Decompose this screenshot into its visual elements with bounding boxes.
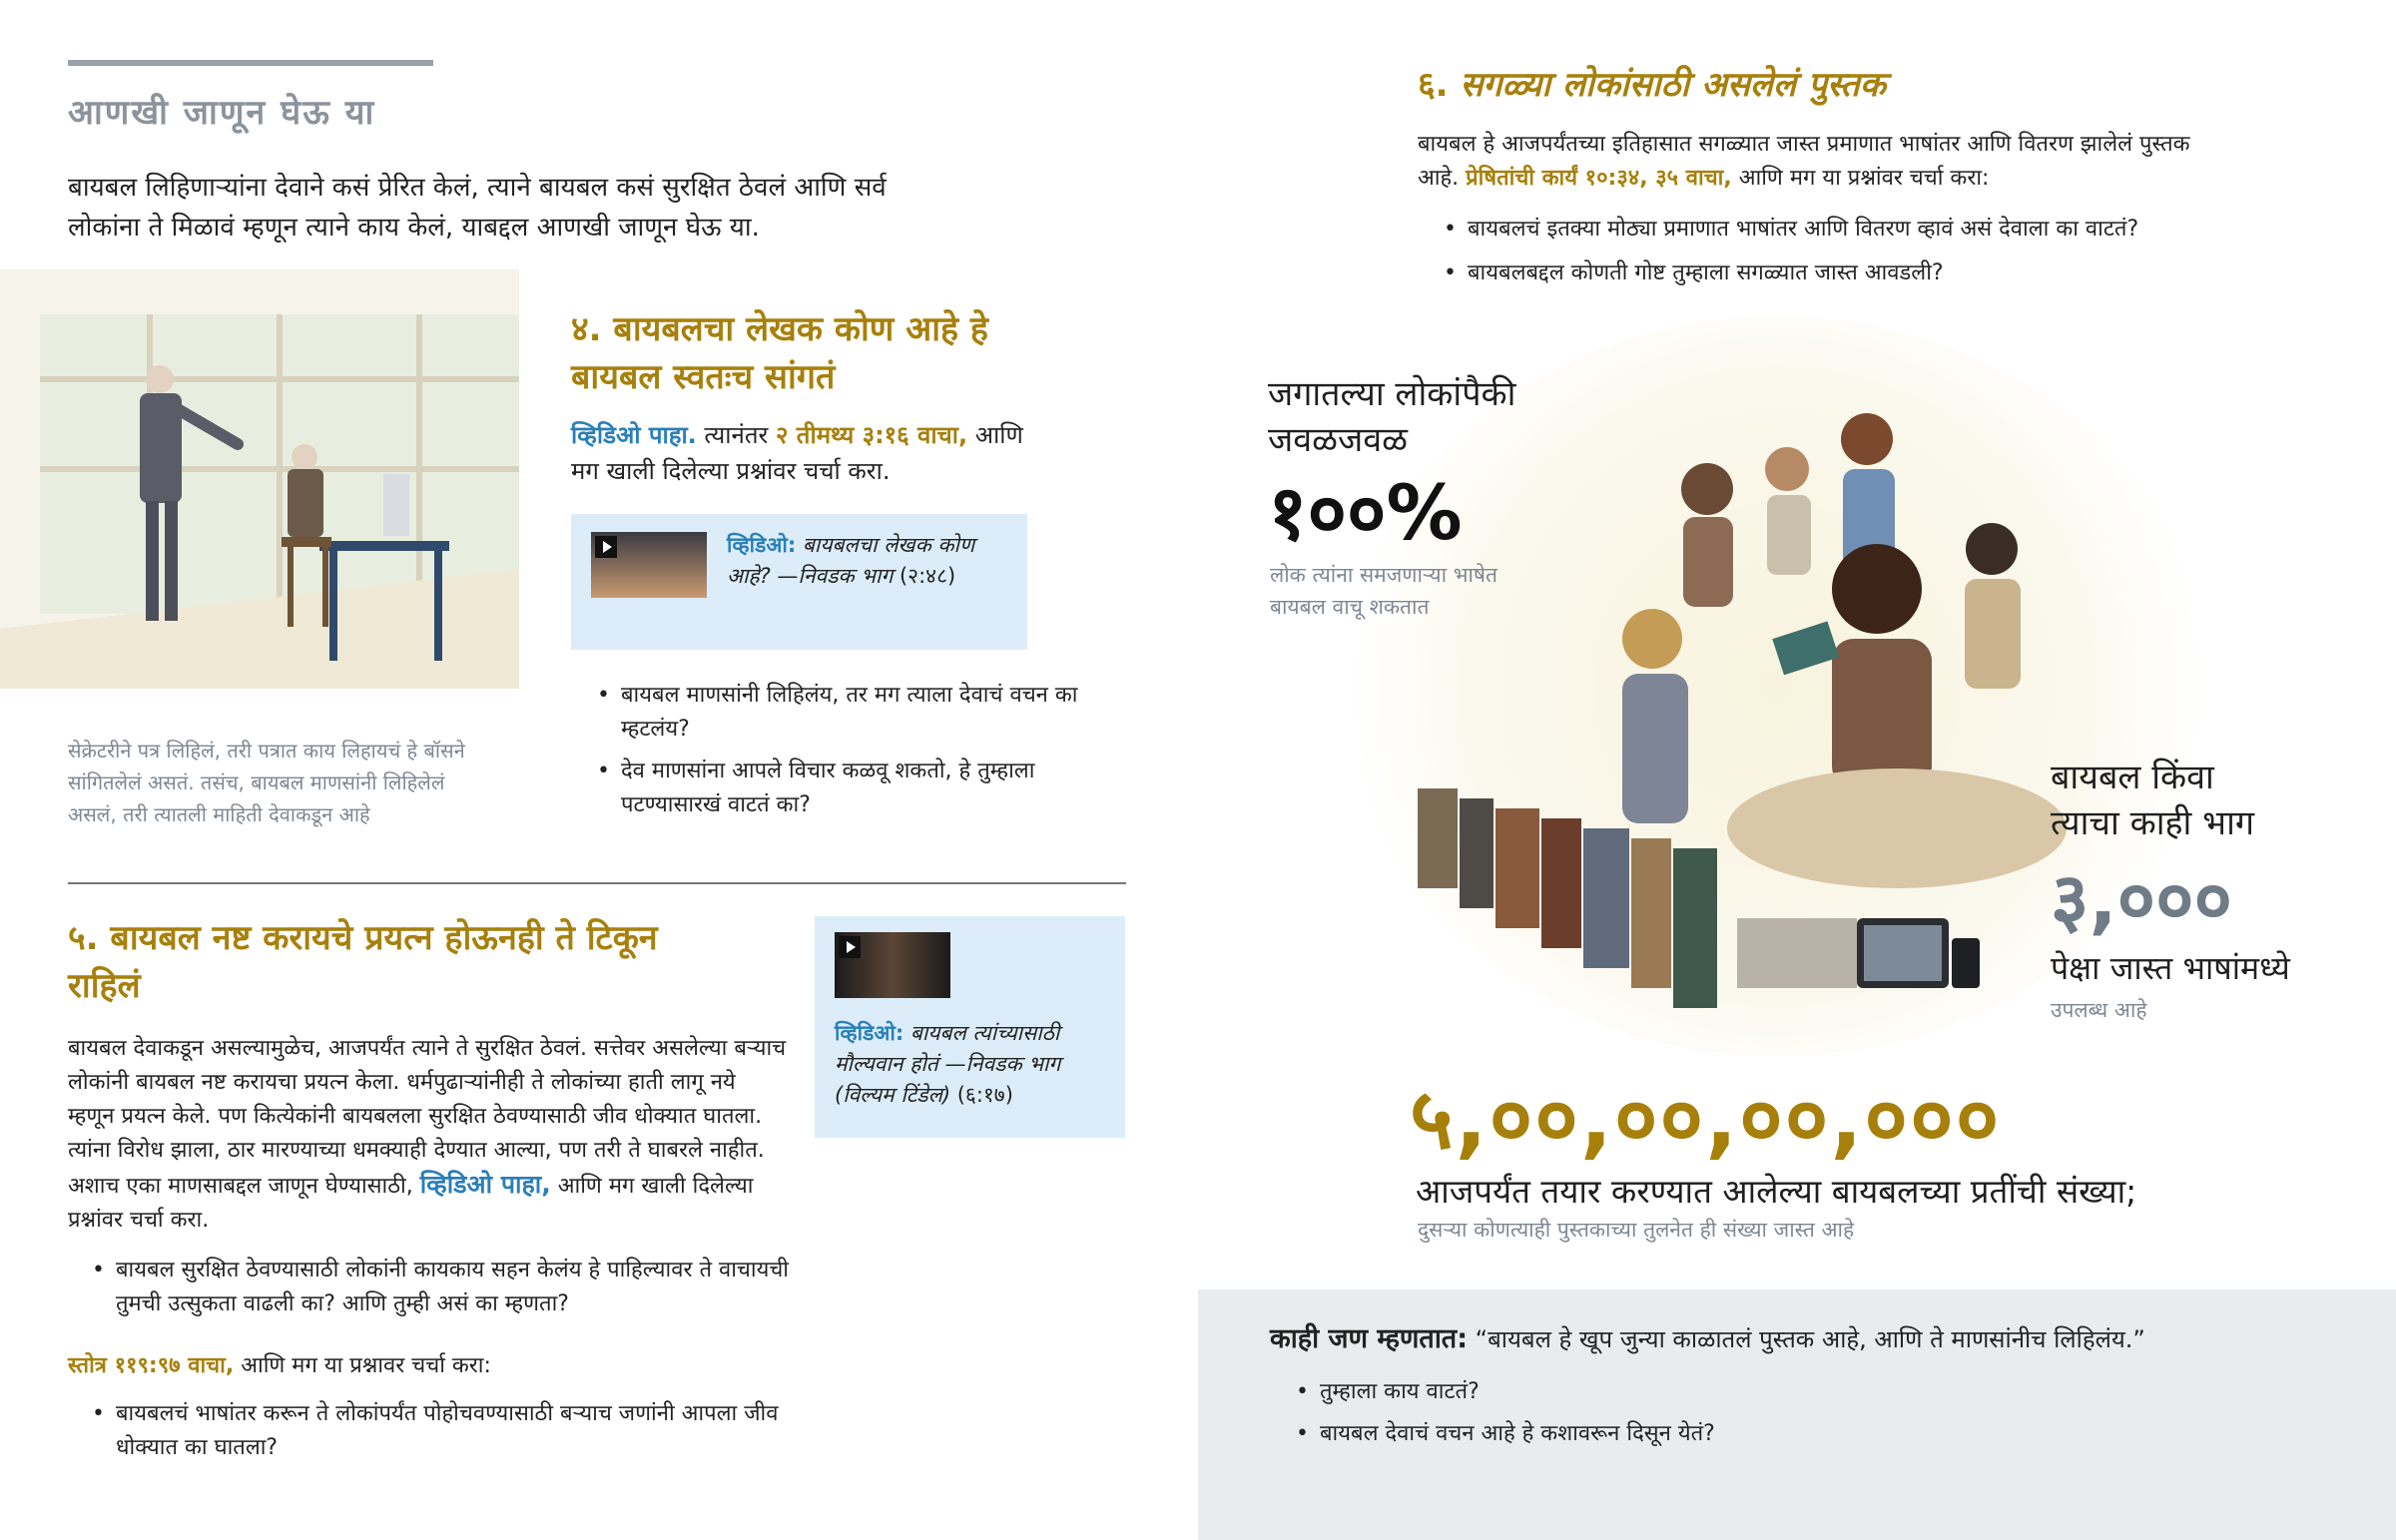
section-6-heading: ६. सगळ्या लोकांसाठी असलेलं पुस्तक bbox=[1418, 65, 1886, 105]
video-card-who-is-author[interactable] bbox=[571, 514, 1027, 650]
stat-1-value: १००% bbox=[1268, 468, 1463, 557]
video-label: व्हिडिओ: bbox=[835, 1021, 904, 1045]
scripture-link[interactable]: प्रेषितांची कार्यं १०:३४, ३५ वाचा, bbox=[1466, 166, 1732, 191]
video-duration: (२:४८) bbox=[898, 564, 956, 588]
section-5-question-2 bbox=[90, 1397, 789, 1465]
some-say-questions bbox=[1294, 1371, 2292, 1455]
video-title: बायबल त्यांच्यासाठी मौल्यवान होतं —निवडक भाग (विल्यम टिंडेल) bbox=[835, 1021, 1061, 1107]
watch-video-link[interactable]: व्हिडिओ पाहा, bbox=[419, 1170, 551, 1199]
boss-secretary-illustration bbox=[0, 269, 519, 689]
section-4-questions bbox=[595, 679, 1094, 822]
list-item: • बायबलचं इतक्या मोठ्या प्रमाणात भाषांतर आणि वितरण व्हावं असं देवाला का वाटतं? bbox=[1442, 208, 2260, 252]
list-item: • बायबल माणसांनी लिहिलंय, तर मग त्याला देवाचं वचन का म्हटलंय? bbox=[595, 679, 1094, 747]
section-5-body: बायबल देवाकडून असल्यामुळेच, आजपर्यंत त्याने ते सुरक्षित ठेवलं. सत्तेवर असलेल्या बऱ्याच लोकांनी बायबल नष्ट करायचा प्रयत्न केला. धर्मपुढाऱ्यांनीही ते लोकांच्या हाती लागू नये म्हणून प्रयत्न केले. पण कित्येकांनी बायबलला सुरक्षित ठेवण्यासाठी जीव धोक्यात घातला. त्यांना विरोध झाला, ठार मारण्याच्या धमक्याही देण्यात आल्या, पण तरी ते घाबरले नाहीत. अशाच एका माणसाबद्दल जाणून घेण्यासाठी, व्हिडिओ पाहा, आणि मग खाली दिलेल्या प्रश्नांवर चर्चा करा. bbox=[68, 1036, 787, 1233]
video-thumbnail[interactable] bbox=[591, 532, 707, 598]
video-title: बायबलचा लेखक कोण आहे? —निवडक भाग bbox=[727, 533, 975, 588]
some-say-panel bbox=[1198, 1289, 2396, 1540]
learn-more-title: आणखी जाणून घेऊ या bbox=[68, 93, 376, 133]
illustration-caption: सेक्रेटरीने पत्र लिहिलं, तरी पत्रात काय लिहायचं हे बॉसने सांगितलेलं असतं. तसंच, बायबल माणसांनी लिहिलेलं असलं, तरी त्यातली माहिती देवाकडून आहे bbox=[68, 739, 465, 826]
section-5-heading: ५. बायबल नष्ट करायचे प्रयत्न होऊनही ते टिकून राहिलं bbox=[68, 918, 658, 1006]
stat-1-label: जगातल्या लोकांपैकी जवळजवळ bbox=[1268, 374, 1516, 460]
scripture-link[interactable]: २ तीमथ्य ३:१६ वाचा, bbox=[775, 421, 968, 449]
section-6-body: बायबल हे आजपर्यंतच्या इतिहासात सगळ्यात जास्त प्रमाणात भाषांतर आणि वितरण झालेलं पुस्तक आहे. प्रेषितांची कार्यं १०:३४, ३५ वाचा, आणि मग या प्रश्नांवर चर्चा करा: bbox=[1418, 132, 2190, 191]
list-item: • बायबलबद्दल कोणती गोष्ट तुम्हाला सगळ्यात जास्त आवडली? bbox=[1442, 252, 2260, 295]
play-icon[interactable] bbox=[839, 936, 861, 958]
stat-3-label: आजपर्यंत तयार करण्यात आलेल्या बायबलच्या प्रतींची संख्या; bbox=[1416, 1172, 2137, 1211]
section-5-question-1 bbox=[90, 1254, 789, 1321]
video-card-tyndale[interactable] bbox=[815, 916, 1125, 1138]
stat-2-value: ३,००० bbox=[2051, 857, 2233, 943]
video-thumbnail[interactable] bbox=[835, 932, 950, 998]
list-item: • देव माणसांना आपले विचार कळवू शकतो, हे तुम्हाला पटण्यासारखं वाटतं का? bbox=[595, 755, 1094, 822]
stat-1-sub: लोक त्यांना समजणाऱ्या भाषेत बायबल वाचू शकतात bbox=[1270, 563, 1498, 619]
learn-more-intro: बायबल लिहिणाऱ्यांना देवाने कसं प्रेरित केलं, त्याने बायबल कसं सुरक्षित ठेवलं आणि सर्व लोकांना ते मिळावं म्हणून त्याने काय केलं, याबद्दल आणखी जाणून घेऊ या. bbox=[68, 173, 887, 243]
stat-2-label-2: पेक्षा जास्त भाषांमध्ये bbox=[2051, 949, 2290, 987]
section-divider bbox=[68, 882, 1126, 884]
watch-video-link[interactable]: व्हिडिओ पाहा. bbox=[571, 421, 697, 449]
video-duration: (६:१७) bbox=[956, 1083, 1013, 1107]
video-label: व्हिडिओ: bbox=[727, 533, 797, 557]
section-5-scripture: स्तोत्र ११९:९७ वाचा, आणि मग या प्रश्नावर चर्चा करा: bbox=[68, 1353, 491, 1378]
list-item: • बायबल देवाचं वचन आहे हे कशावरून दिसून येतं? bbox=[1294, 1413, 2292, 1455]
some-say-statement: काही जण म्हणतात: “बायबल हे खूप जुन्या काळातलं पुस्तक आहे, आणि ते माणसांनीच लिहिलंय.” bbox=[1270, 1323, 2145, 1354]
stat-2-sub: उपलब्ध आहे bbox=[2051, 998, 2147, 1022]
section-4-instructions: व्हिडिओ पाहा. त्यानंतर २ तीमथ्य ३:१६ वाचा, आणि मग खाली दिलेल्या प्रश्नांवर चर्चा करा. bbox=[571, 421, 1023, 485]
learn-more-rule bbox=[68, 60, 433, 66]
section-6-questions bbox=[1442, 208, 2260, 295]
section-4-heading: ४. बायबलचा लेखक कोण आहे हे बायबल स्वतःच सांगतं bbox=[571, 309, 988, 397]
list-item: • तुम्हाला काय वाटतं? bbox=[1294, 1371, 2292, 1413]
stat-2-label: बायबल किंवा त्याचा काही भाग bbox=[2051, 758, 2255, 843]
stat-3-sub: दुसऱ्या कोणत्याही पुस्तकाच्या तुलनेत ही संख्या जास्त आहे bbox=[1418, 1218, 1855, 1242]
list-item: • बायबलचं भाषांतर करून ते लोकांपर्यंत पोहोचवण्यासाठी बऱ्याच जणांनी आपला जीव धोक्यात का घातला? bbox=[90, 1397, 789, 1465]
scripture-link[interactable]: स्तोत्र ११९:९७ वाचा, bbox=[68, 1353, 235, 1378]
stat-3-value: ५,००,००,००,००० bbox=[1410, 1070, 2002, 1168]
play-icon[interactable] bbox=[595, 536, 617, 558]
list-item: • बायबल सुरक्षित ठेवण्यासाठी लोकांनी कायकाय सहन केलंय हे पाहिल्यावर ते वाचायची तुमची उत्सुकता वाढली का? आणि तुम्ही असं का म्हणता? bbox=[90, 1254, 789, 1321]
